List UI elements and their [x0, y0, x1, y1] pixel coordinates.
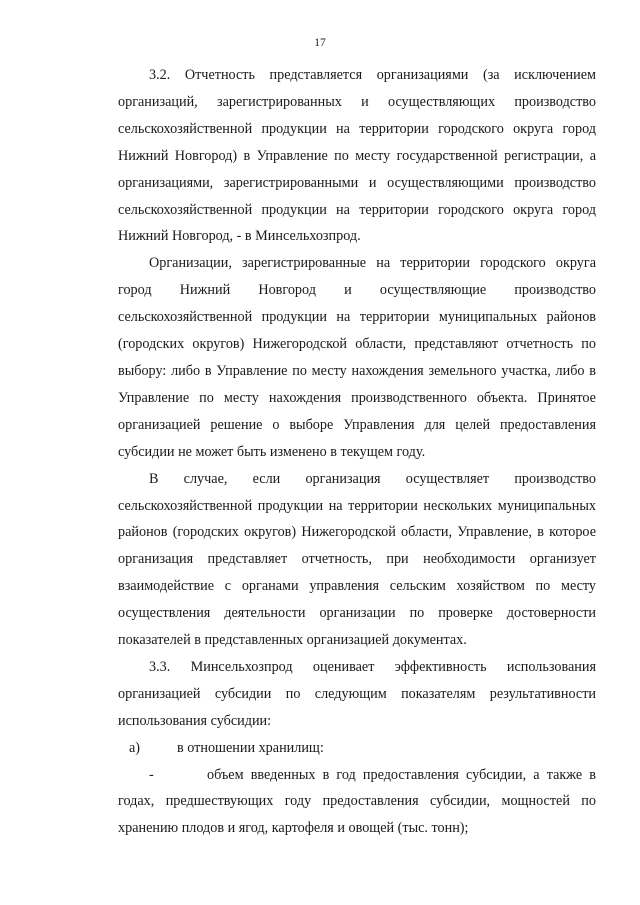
document-body	[118, 62, 596, 842]
page-number: 17	[314, 37, 326, 49]
list-marker-a: а)	[129, 739, 141, 756]
paragraph-3-2: 3.2. Отчетность представляется организациями (за исключением организаций, зарегистрированных и осуществляющих производство сельскохозяйственной продукции на территории городского округа город Нижний Новгород) в Управление по месту государственной регистрации, а организациями, зарегистрированными и осуществляющими производство сельскохозяйственной продукции на территории городского округа город Нижний Новгород, - в Минсельхозпрод.	[118, 67, 596, 245]
paragraph-multiple-districts: В случае, если организация осуществляет производство сельскохозяйственной продукции на территории нескольких муниципальных районов (городских округов) Нижегородской области, Управление, в которое организация представляет отчетность, при необходимости организует взаимодействие с органами управления сельским хозяйством по месту осуществления деятельности организации по проверке достоверности показателей в представленных организацией документах.	[118, 470, 596, 649]
list-item-a-text: в отношении хранилищ:	[177, 739, 324, 756]
dash-item-text: объем введенных в год предоставления субсидии, а также в годах, предшествующих году предоставления субсидии, мощностей по хранению плодов и ягод, картофеля и овощей (тыс. тонн);	[118, 766, 596, 837]
dash-marker: -	[149, 766, 154, 783]
paragraph-3-3: 3.3. Минсельхозпрод оценивает эффективность использования организацией субсидии по следующим показателям результативности использования субсидии:	[118, 658, 596, 729]
list-item-a	[118, 735, 596, 762]
dash-list-item	[118, 762, 596, 843]
paragraph-organizations-choice: Организации, зарегистрированные на территории городского округа город Нижний Новгород и осуществляющие производство сельскохозяйственной продукции на территории муниципальных районов (городских округов) Нижегородской области, представляют отчетность по выбору: либо в Управление по месту нахождения земельного участка, либо в Управление по месту нахождения производственного объекта. Принятое организацией решение о выборе Управления для целей предоставления субсидии не может быть изменено в текущем году.	[118, 255, 596, 460]
